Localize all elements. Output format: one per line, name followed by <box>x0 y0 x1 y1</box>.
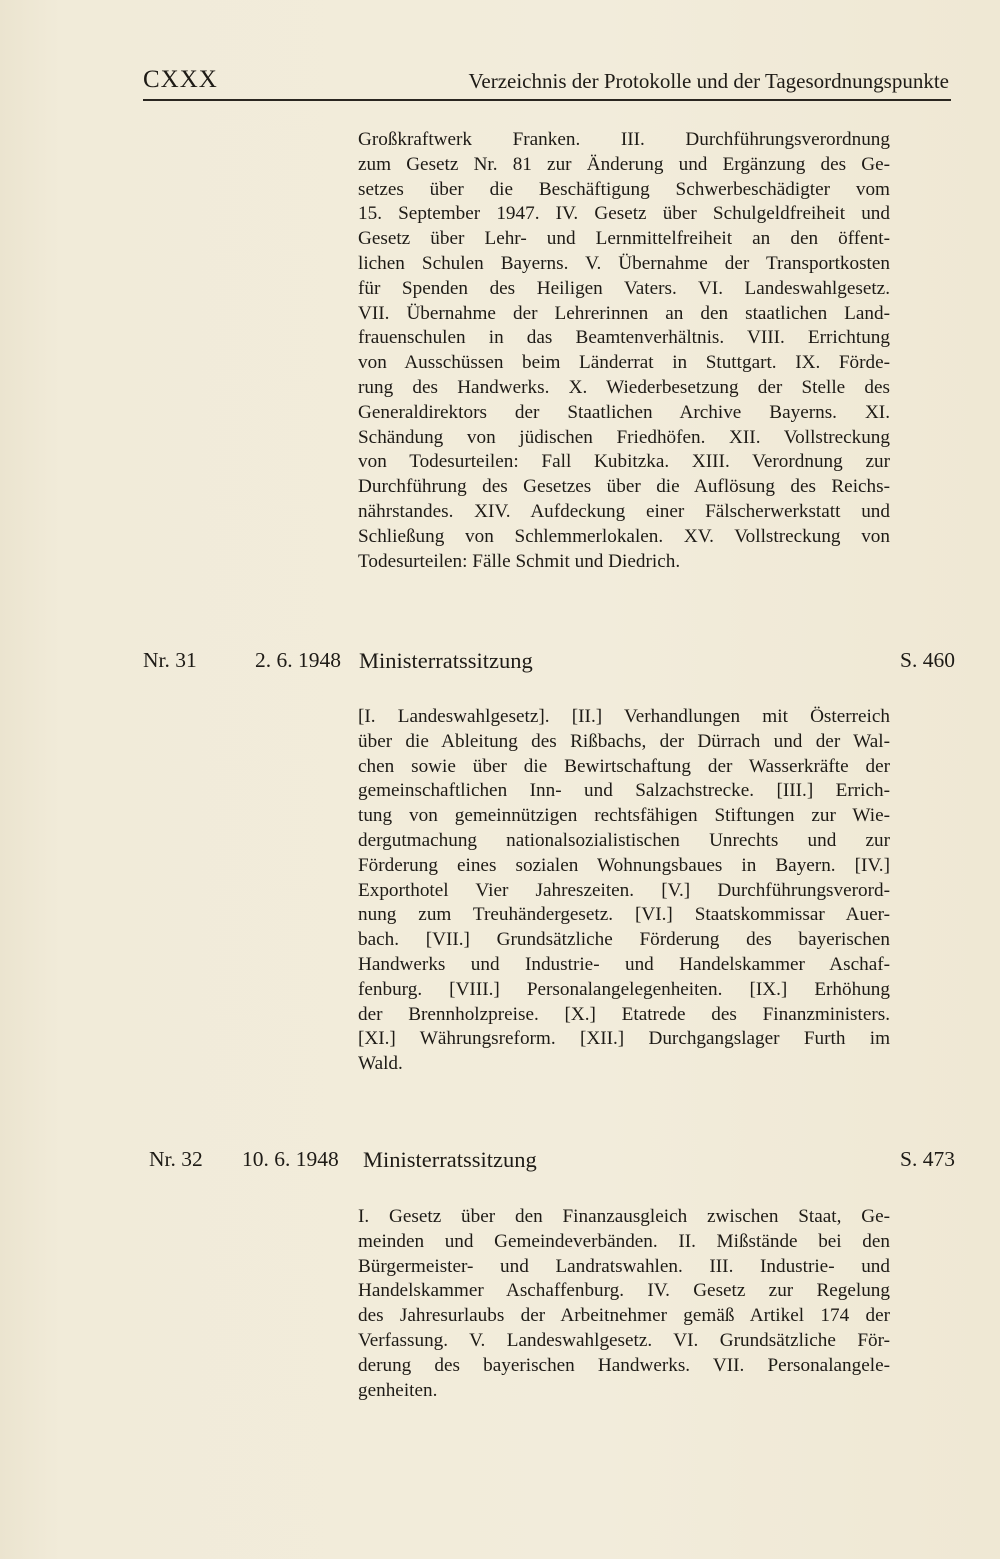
entry-page-ref: S. 460 <box>900 648 955 672</box>
text-line: Durchführung des Gesetzes über die Auflösung des Reichs- <box>358 476 890 498</box>
text-line: Wald. <box>358 1053 403 1075</box>
text-line: Schließung von Schlemmerlokalen. XV. Vollstreckung von <box>358 525 890 547</box>
entry-heading-32 <box>143 1147 955 1177</box>
text-line: lichen Schulen Bayerns. V. Übernahme der Transportkosten <box>358 252 890 274</box>
text-line: Exporthotel Vier Jahreszeiten. [V.] Durchführungsverord- <box>358 879 890 901</box>
text-line: fenburg. [VIII.] Personalangelegenheiten. [IX.] Erhöhung <box>358 978 890 1000</box>
running-title: Verzeichnis der Protokolle und der Tagesordnungspunkte <box>468 69 949 93</box>
text-line: I. Gesetz über den Finanzausgleich zwischen Staat, Ge- <box>358 1206 890 1227</box>
text-line: Bürgermeister- und Landratswahlen. III. Industrie- und <box>358 1255 890 1277</box>
text-line: Generaldirektors der Staatlichen Archive Bayerns. XI. <box>358 401 890 423</box>
entry-page-ref: S. 473 <box>900 1147 955 1171</box>
entry-date: 10. 6. 1948 <box>242 1147 339 1171</box>
text-line: bach. [VII.] Grundsätzliche Förderung des bayerischen <box>358 929 890 951</box>
entry-date: 2. 6. 1948 <box>255 648 341 672</box>
text-line: gemeinschaftlichen Inn- und Salzachstrecke. [III.] Errich- <box>358 780 890 802</box>
text-line: [I. Landeswahlgesetz]. [II.] Verhandlungen mit Österreich <box>358 706 890 727</box>
entry-title: Ministerratssitzung <box>363 1147 537 1172</box>
text-line: 15. September 1947. IV. Gesetz über Schulgeldfreiheit und <box>358 203 890 225</box>
text-line: derung des bayerischen Handwerks. VII. Personalangele- <box>358 1354 890 1376</box>
entry-agenda-31 <box>358 705 890 1077</box>
text-line: Handelskammer Aschaffenburg. IV. Gesetz zur Regelung <box>358 1280 890 1302</box>
text-line: VII. Übernahme der Lehrerinnen an den staatlichen Land- <box>358 302 890 324</box>
text-line: der Brennholzpreise. [X.] Etatrede des Finanzministers. <box>358 1003 890 1025</box>
text-line: setzes über die Beschäftigung Schwerbeschädigter vom <box>358 178 890 200</box>
entry-number: Nr. 31 <box>143 648 197 672</box>
text-line: chen sowie über die Bewirtschaftung der Wasserkräfte der <box>358 755 890 777</box>
text-line: Förderung eines sozialen Wohnungsbaues in Bayern. [IV.] <box>358 854 890 876</box>
text-line: Großkraftwerk Franken. III. Durchführungsverordnung <box>358 129 890 150</box>
text-line: frauenschulen in das Beamtenverhältnis. VIII. Errichtung <box>358 327 890 349</box>
running-head <box>143 66 951 96</box>
text-line: zum Gesetz Nr. 81 zur Änderung und Ergänzung des Ge- <box>358 153 890 175</box>
text-line: nung zum Treuhändergesetz. [VI.] Staatskommissar Auer- <box>358 904 890 926</box>
entry-number: Nr. 32 <box>149 1147 203 1171</box>
continuation-text <box>358 128 890 574</box>
text-line: Schändung von jüdischen Friedhöfen. XII. Vollstreckung <box>358 426 890 448</box>
text-line: Verfassung. V. Landeswahlgesetz. VI. Grundsätzliche För- <box>358 1329 890 1351</box>
text-line: Todesurteilen: Fälle Schmit und Diedrich. <box>358 550 681 572</box>
text-line: über die Ableitung des Rißbachs, der Dürrach und der Wal- <box>358 730 890 752</box>
text-line: [XI.] Währungsreform. [XII.] Durchgangslager Furth im <box>358 1028 890 1050</box>
entry-title: Ministerratssitzung <box>359 648 533 673</box>
text-line: rung des Handwerks. X. Wiederbesetzung der Stelle des <box>358 376 890 398</box>
header-rule <box>143 99 951 101</box>
text-line: dergutmachung nationalsozialistischen Unrechts und zur <box>358 829 890 851</box>
text-line: für Spenden des Heiligen Vaters. VI. Landeswahlgesetz. <box>358 277 890 299</box>
text-line: des Jahresurlaubs der Arbeitnehmer gemäß Artikel 174 der <box>358 1305 890 1327</box>
text-line: Gesetz über Lehr- und Lernmittelfreiheit an den öffent- <box>358 228 890 250</box>
text-line: genheiten. <box>358 1379 438 1401</box>
entry-heading-31 <box>143 648 955 678</box>
page-folio: CXXX <box>143 66 218 93</box>
text-line: Handwerks und Industrie- und Handelskammer Aschaf- <box>358 953 890 975</box>
text-line: tung von gemeinnützigen rechtsfähigen Stiftungen zur Wie- <box>358 805 890 827</box>
text-line: von Ausschüssen beim Länderrat in Stuttgart. IX. Förde- <box>358 352 890 374</box>
text-line: von Todesurteilen: Fall Kubitzka. XIII. Verordnung zur <box>358 451 890 473</box>
entry-agenda-32 <box>358 1205 890 1403</box>
text-line: nährstandes. XIV. Aufdeckung einer Fälscherwerkstatt und <box>358 500 890 522</box>
text-line: meinden und Gemeindeverbänden. II. Mißstände bei den <box>358 1230 890 1252</box>
